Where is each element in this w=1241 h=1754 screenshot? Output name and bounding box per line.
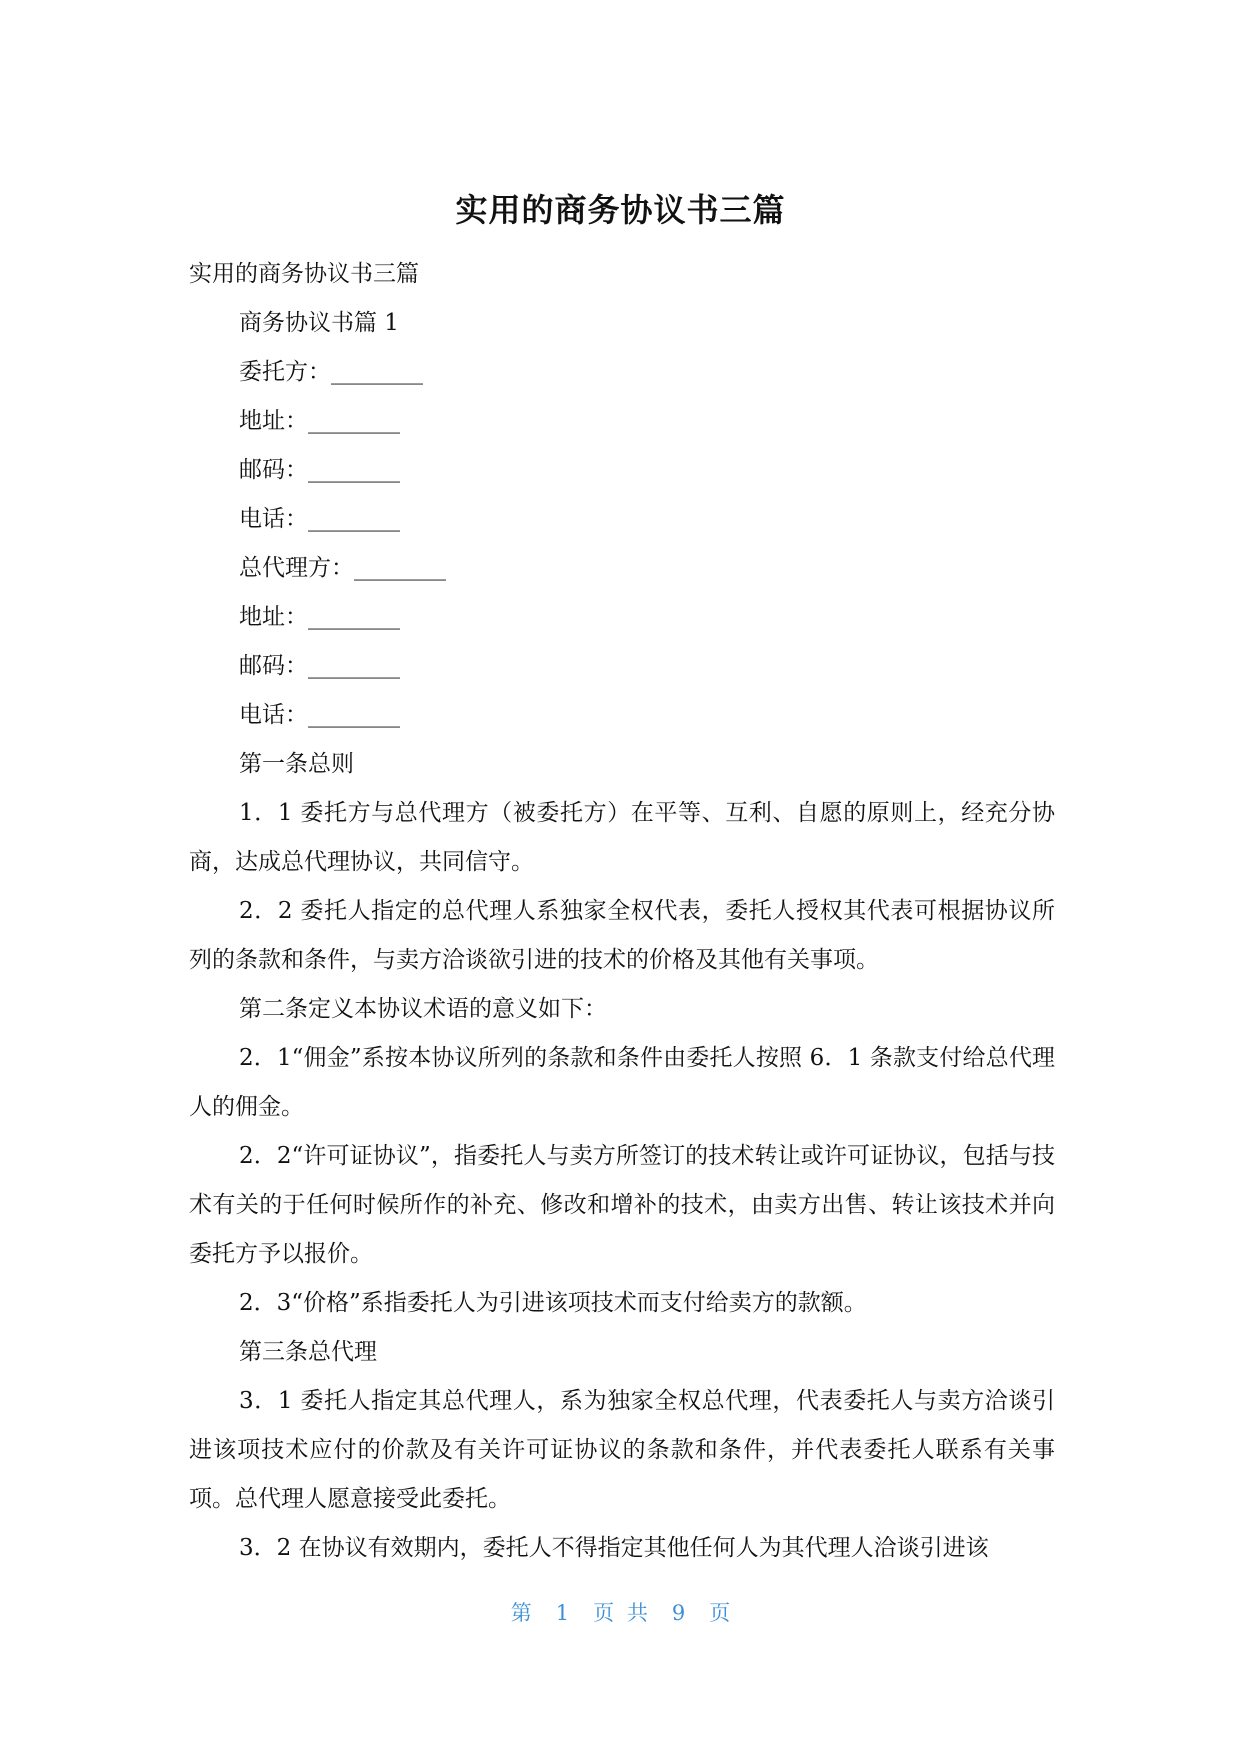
field-principal: 委托方：________ [239, 359, 423, 385]
article-paragraph: 2．2“许可证协议”，指委托人与卖方所签订的技术转让或许可证协议，包括与技术有关的于任何时候所作的补充、修改和增补的技术，由卖方出售、转让该技术并向委托方予以报价。 [189, 1143, 1055, 1267]
page-label-mid: 页 共 [593, 1601, 648, 1625]
field-principal-phone: 电话：________ [239, 506, 400, 532]
field-agent-address: 地址：________ [239, 604, 400, 630]
article-paragraph: 3．1 委托人指定其总代理人，系为独家全权总代理，代表委托人与卖方洽谈引进该项技术应付的价款及有关许可证协议的条款和条件，并代表委托人联系有关事项。总代理人愿意接受此委托。 [189, 1388, 1055, 1512]
page-footer [0, 1598, 1241, 1628]
article-paragraph: 3．2 在协议有效期内，委托人不得指定其他任何人为其代理人洽谈引进该 [239, 1535, 989, 1561]
article-paragraph: 2．2 委托人指定的总代理人系独家全权代表，委托人授权其代表可根据协议所列的条款和条件，与卖方洽谈欲引进的技术的价格及其他有关事项。 [189, 898, 1055, 973]
document-body [189, 250, 1055, 1573]
field-agent: 总代理方：________ [239, 555, 446, 581]
page-label-suffix: 页 [709, 1601, 731, 1625]
article-paragraph: 1．1 委托方与总代理方（被委托方）在平等、互利、自愿的原则上，经充分协商，达成总代理协议，共同信守。 [189, 800, 1055, 875]
article-heading-definitions: 第二条定义本协议术语的意义如下： [239, 996, 607, 1022]
field-principal-address: 地址：________ [239, 408, 400, 434]
document-title: 实用的商务协议书三篇 [455, 191, 786, 229]
section-heading: 商务协议书篇 1 [239, 310, 399, 336]
field-agent-postcode: 邮码：________ [239, 653, 400, 679]
article-paragraph: 2．3“价格”系指委托人为引进该项技术而支付给卖方的款额。 [239, 1290, 867, 1316]
page-total-number: 9 [671, 1601, 686, 1625]
article-heading-agency: 第三条总代理 [239, 1339, 377, 1365]
article-paragraph: 2．1“佣金”系按本协议所列的条款和条件由委托人按照 6．1 条款支付给总代理人的佣金。 [189, 1045, 1055, 1120]
page-label-prefix: 第 [510, 1601, 532, 1625]
article-heading-general: 第一条总则 [239, 751, 354, 777]
field-agent-phone: 电话：________ [239, 702, 400, 728]
field-principal-postcode: 邮码：________ [239, 457, 400, 483]
document-subtitle: 实用的商务协议书三篇 [189, 261, 419, 287]
page-current-number: 1 [555, 1601, 570, 1625]
